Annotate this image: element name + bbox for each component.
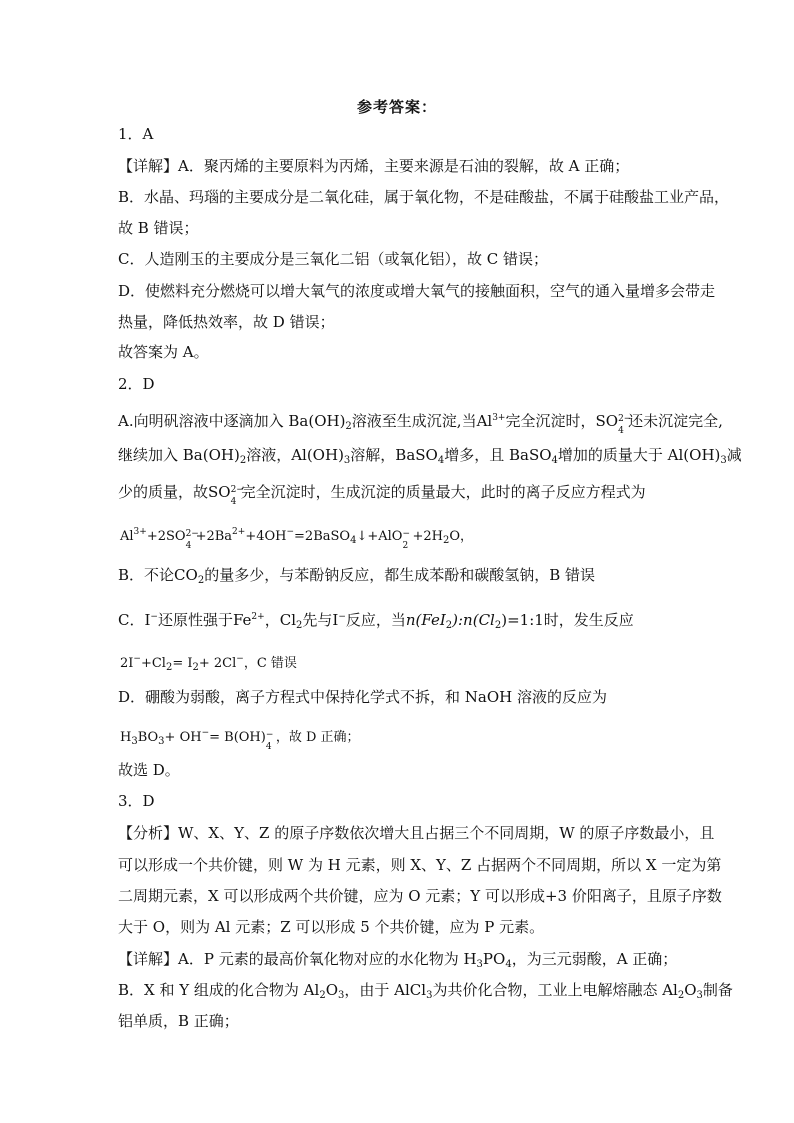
page-title: 参考答案： <box>356 98 437 116</box>
q3-number: 3．D <box>118 792 155 810</box>
q1-line-5: D．使燃料充分燃烧可以增大氧气的浓度或增大氧气的接触面积，空气的通入量增多会带走 <box>118 282 716 300</box>
q2-final: 故选 D。 <box>118 761 180 779</box>
q1-number: 1．A <box>118 125 154 143</box>
q1-line-1: 【详解】A．聚丙烯的主要原料为丙烯，主要来源是石油的裂解，故 A 正确； <box>118 157 630 175</box>
q3-line-5: 【详解】A．P 元素的最高价氧化物对应的水化物为 $H_3PO_4$，为三元弱酸，A 正确； <box>118 950 678 970</box>
q2-equation-d: $H_3BO_3+ OH^-= B(OH)$ − 4 ，故 D 正确； <box>120 728 360 752</box>
q1-line-7: 故答案为 A。 <box>118 343 209 361</box>
q1-line-4: C．人造刚玉的主要成分是三氧化二铝（或氧化铝），故 C 错误； <box>118 250 548 268</box>
q1-line-6: 热量，降低热效率，故 D 错误； <box>118 313 335 331</box>
q2-option-d: D．硼酸为弱酸，离子方程式中保持化学式不拆，和 NaOH 溶液的反应为 <box>118 688 608 706</box>
q3-line-2: 可以形成一个共价键，则 W 为 H 元素，则 X、Y、Z 占据两个不同周期，所以 X 一定为第 <box>118 856 722 874</box>
q3-line-3: 二周期元素，X 可以形成两个共价键，应为 O 元素；Y 可以形成+3 价阳离子，且原子序数 <box>118 887 722 905</box>
q3-line-7: 铝单质，B 正确； <box>118 1012 239 1030</box>
q3-line-1: 【分析】W、X、Y、Z 的原子序数依次增大且占据三个不同周期，W 的原子序数最小，且 <box>118 824 715 842</box>
q2-equation-c: $2I^-+Cl_2= I_2+ 2Cl^-$，C 错误 <box>120 654 297 673</box>
q2-number: 2．D <box>118 375 155 393</box>
q2-option-b: B．不论$CO_2$的量多少，与苯酚钠反应，都生成苯酚和碳酸氢钠，B 错误 <box>118 566 595 586</box>
q3-line-6: B．X 和 Y 组成的化合物为 $Al_2O_3$，由于 AlCl$_3$为共价化合物，工业上电解熔融态 $Al_2O_3$制备 <box>118 981 733 1001</box>
q2-option-c: C．I−还原性强于$Fe^{2+}$，$Cl_2$先与I−反应，当$n(FeI_2):n(Cl_2)=1:1$时，发生反应 <box>118 611 634 631</box>
q2-option-a-line-1: A.向明矾溶液中逐滴加入 $Ba(OH)_2$溶液至生成沉淀,当$Al^{3+}$完全沉淀时，SO 2− 4 还未沉淀完全, <box>118 412 723 436</box>
q1-line-2: B．水晶、玛瑙的主要成分是二氧化硅，属于氧化物，不是硅酸盐，不属于硅酸盐工业产品， <box>118 188 730 206</box>
q2-option-a-line-2: 继续加入 $Ba(OH)_2$溶液，$Al(OH)_3$溶解，BaSO$_4$增多，且 BaSO$_4$增加的质量大于 $Al(OH)_3$减 <box>118 446 742 466</box>
q2-equation-1: $Al^{3+}+2SO$ 2− 4 $+2Ba^{2+}+4OH^-=2BaSO_4↓+AlO$ − 2 $+2H_2O$， <box>120 527 473 551</box>
q3-line-4: 大于 O，则为 Al 元素；Z 可以形成 5 个共价键，应为 P 元素。 <box>118 918 545 936</box>
q1-line-3: 故 B 错误； <box>118 219 199 237</box>
q2-option-a-line-3: 少的质量，故SO 2− 4 完全沉淀时，生成沉淀的质量最大，此时的离子反应方程式为 <box>118 483 646 507</box>
